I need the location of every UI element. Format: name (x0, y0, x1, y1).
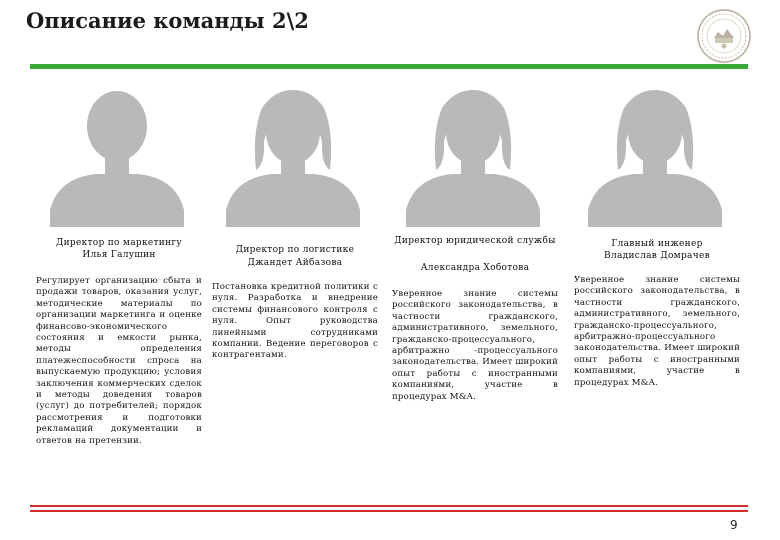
member-role: Директор по логистике (235, 245, 355, 255)
female-avatar-icon (226, 82, 360, 227)
header-divider (30, 64, 748, 69)
member-name: Владислав Домрачев (604, 251, 710, 261)
page-number: 9 (730, 518, 738, 532)
member-name: Джандет Айбазова (247, 258, 343, 268)
member-role: Директор по маркетингу (56, 238, 182, 248)
male-avatar-icon (50, 82, 184, 227)
member-role: Директор юридической службы (394, 236, 556, 246)
member-description: Регулирует организацию сбыта и продажи товаров, оказания услуг, методические материалы по организации маркетинга и оценке финансово-экономического состояния и емкости рынка, методы определения платежеспособности спроса на выпускаемую продукцию; условия заключения коммерческих сделок и методы доведения товаров (услуг) до потребителей; порядок рассмотрения и подготовки рекламаций документации и ответов на претензии. (36, 276, 202, 446)
female-avatar-icon (406, 82, 540, 227)
member-name: Александра Хоботова (420, 263, 530, 273)
member-description: Уверенное знание системы российского законодательства, в частности гражданского, административного, земельного, гражданско-процессуального, арбитражно -процессуального законодательства. Имеет широкий опыт работы с иностранными компаниями, участие в процедурах M&A. (392, 289, 558, 402)
member-name: Илья Галушин (82, 250, 156, 260)
member-description: Уверенное знание системы российского законодательства, в частности гражданского, административного, земельного, гражданско-процессуального, арбитражно-процессуального законодательства. Имеет широкий опыт работы с иностранными компаниями, участие в процедурах M&A. (574, 275, 740, 388)
member-description: Постановка кредитной политики с нуля. Разработка и внедрение системы финансового контроля с нуля. Опыт руководства линейными сотрудниками компании. Ведение переговоров с контрагентами. (212, 282, 378, 361)
footer-divider (30, 505, 748, 507)
member-role: Главный инженер (611, 239, 703, 249)
slide-title: Описание команды 2\2 (26, 8, 309, 33)
emblem-logo-icon (696, 8, 752, 64)
footer-divider (30, 510, 748, 512)
female-avatar-icon (588, 82, 722, 227)
